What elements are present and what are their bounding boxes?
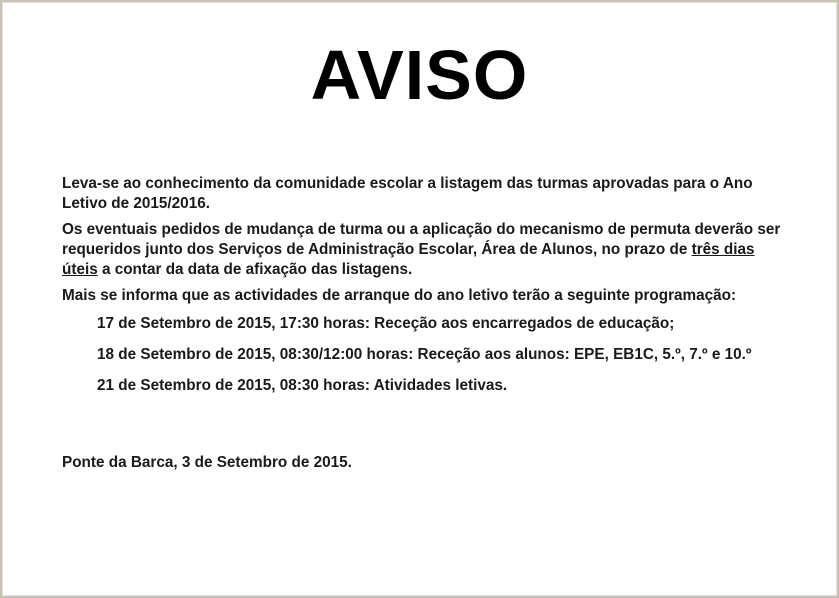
schedule-item: 17 de Setembro de 2015, 17:30 horas: Receção aos encarregados de educação;	[97, 315, 675, 332]
notice-title: AVISO	[310, 36, 529, 114]
paragraph-requests-text-start: Os eventuais pedidos de mudança de turma ou a aplicação do mecanismo de permuta deverão ser requeridos junto dos Serviços de Administração Escolar, Área de Alunos, no prazo de	[62, 221, 781, 258]
deadline-underlined: três dias úteis	[62, 241, 755, 278]
schedule-item: 21 de Setembro de 2015, 08:30 horas: Atividades letivas.	[97, 377, 508, 394]
schedule-item: 18 de Setembro de 2015, 08:30/12:00 horas: Receção aos alunos: EPE, EB1C, 5.º, 7.º e 10.º	[97, 346, 752, 363]
notice-body	[62, 174, 786, 407]
paragraph-requests	[62, 220, 786, 280]
paragraph-schedule-intro: Mais se informa que as actividades de arranque do ano letivo terão a seguinte programação:	[62, 287, 737, 304]
place-date-signature: Ponte da Barca, 3 de Setembro de 2015.	[62, 454, 352, 471]
paragraph-requests-text-end: a contar da data de afixação das listagens.	[97, 261, 413, 278]
paragraph-announcement: Leva-se ao conhecimento da comunidade escolar a listagem das turmas aprovadas para o Ano Letivo de 2015/2016.	[62, 175, 753, 212]
